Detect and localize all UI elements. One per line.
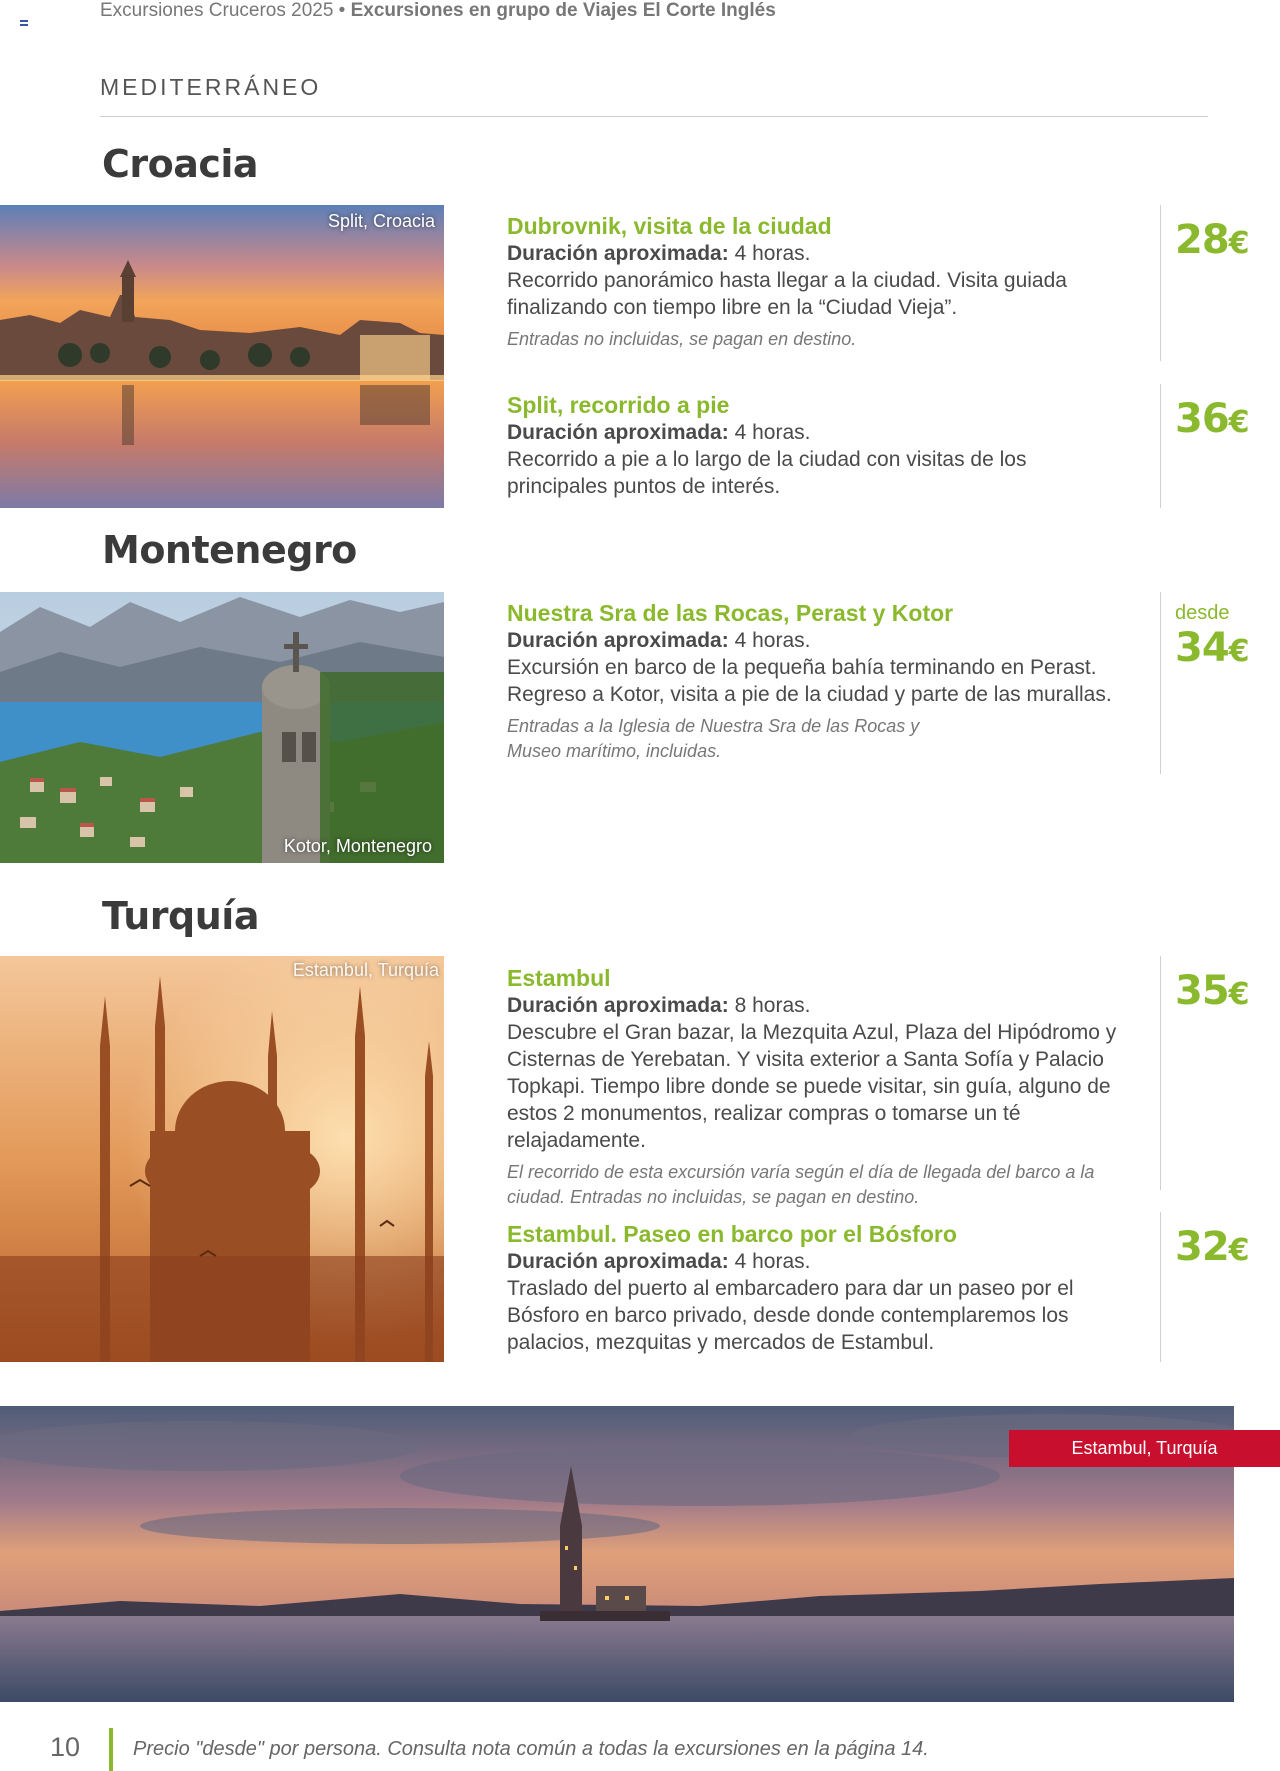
excursion-description: Recorrido panorámico hasta llegar a la ciudad. Visita guiada finalizando con tiempo libre en la “Ciudad Vieja”. (507, 269, 1067, 319)
photo-kotor (0, 592, 444, 863)
excursion-duration: Duración aproximada: 4 horas. (507, 1250, 811, 1273)
currency-symbol: € (1228, 977, 1249, 1012)
header-prefix: Excursiones Cruceros 2025 • (100, 0, 346, 21)
price-split (1160, 384, 1270, 508)
price-perast-kotor (1160, 592, 1270, 774)
excursion-title: Estambul. Paseo en barco por el Bósforo (507, 1221, 957, 1247)
excursion-dubrovnik (507, 213, 1147, 352)
currency-symbol: € (1228, 1233, 1249, 1268)
footer-note: Precio "desde" por persona. Consulta nota común a todas la excursiones en la página 14. (133, 1738, 929, 1760)
excursion-note: Entradas no incluidas, se pagan en destino. (507, 329, 857, 349)
currency-symbol: € (1228, 634, 1249, 669)
excursion-title: Split, recorrido a pie (507, 392, 730, 418)
price-value: 28 (1175, 217, 1229, 263)
excursion-title: Estambul (507, 965, 611, 991)
region-title: MEDITERRÁNEO (100, 74, 322, 100)
excursion-title: Dubrovnik, visita de la ciudad (507, 213, 832, 239)
excursion-description: Descubre el Gran bazar, la Mezquita Azul, Plaza del Hipódromo y Cisternas de Yerebatan. Y visita exterior a Santa Sofía y Palacio Topkapi. Tiempo libre donde se puede visitar, sin guía, alguno de estos 2 monumentos, realizar compras o tomarse un té relajadamente. (507, 1021, 1117, 1152)
photo-split (0, 205, 444, 508)
price-value: 36 (1175, 396, 1229, 442)
excursion-split (507, 392, 1147, 500)
price-estambul (1160, 956, 1270, 1190)
header-title: Excursiones en grupo de Viajes El Corte Inglés (350, 0, 776, 21)
excursion-note: Entradas a la Iglesia de Nuestra Sra de las Rocas y Museo marítimo, incluidas. (507, 716, 920, 761)
excursion-title: Nuestra Sra de las Rocas, Perast y Kotor (507, 600, 954, 626)
photo-caption-kotor: Kotor, Montenegro (283, 836, 432, 856)
excursion-bosforo (507, 1221, 1147, 1356)
excursion-description: Recorrido a pie a lo largo de la ciudad con visitas de los principales puntos de interés. (507, 448, 1027, 498)
excursion-perast-kotor (507, 600, 1147, 764)
excursion-duration: Duración aproximada: 4 horas. (507, 242, 811, 265)
price-dubrovnik (1160, 205, 1270, 361)
footer-accent-bar (109, 1728, 113, 1771)
excursion-note: El recorrido de esta excursión varía según el día de llegada del barco a la ciudad. Entradas no incluidas, se pagan en destino. (507, 1162, 1095, 1207)
currency-symbol: € (1228, 226, 1249, 261)
excursion-duration: Duración aproximada: 8 horas. (507, 994, 811, 1017)
excursion-estambul (507, 965, 1147, 1210)
divider (100, 116, 1208, 117)
banner-caption-tag: Estambul, Turquía (1009, 1430, 1280, 1467)
excursion-description: Traslado del puerto al embarcadero para dar un paseo por el Bósforo en barco privado, desde donde contemplaremos los palacios, mezquitas y mercados de Estambul. (507, 1277, 1074, 1354)
photo-caption-estambul: Estambul, Turquía (292, 960, 439, 980)
price-prefix: desde (1175, 602, 1230, 624)
photo-caption-split: Split, Croacia (327, 211, 435, 231)
country-heading-montenegro: Montenegro (102, 528, 357, 572)
country-heading-turquia: Turquía (102, 894, 259, 938)
currency-symbol: € (1228, 405, 1249, 440)
price-value: 35 (1175, 968, 1229, 1014)
photo-estambul-mosque (0, 956, 444, 1362)
excursion-duration: Duración aproximada: 4 horas. (507, 421, 811, 444)
price-value: 34 (1175, 625, 1229, 671)
page-header (100, 0, 776, 22)
excursion-description: Excursión en barco de la pequeña bahía terminando en Perast. Regreso a Kotor, visita a pie de la ciudad y parte de las murallas. (507, 656, 1112, 706)
excursion-duration: Duración aproximada: 4 horas. (507, 629, 811, 652)
country-heading-croacia: Croacia (102, 142, 259, 186)
corner-mark-icon (20, 20, 28, 26)
page-number: 10 (50, 1732, 81, 1762)
price-bosforo (1160, 1212, 1270, 1362)
price-value: 32 (1175, 1224, 1229, 1270)
